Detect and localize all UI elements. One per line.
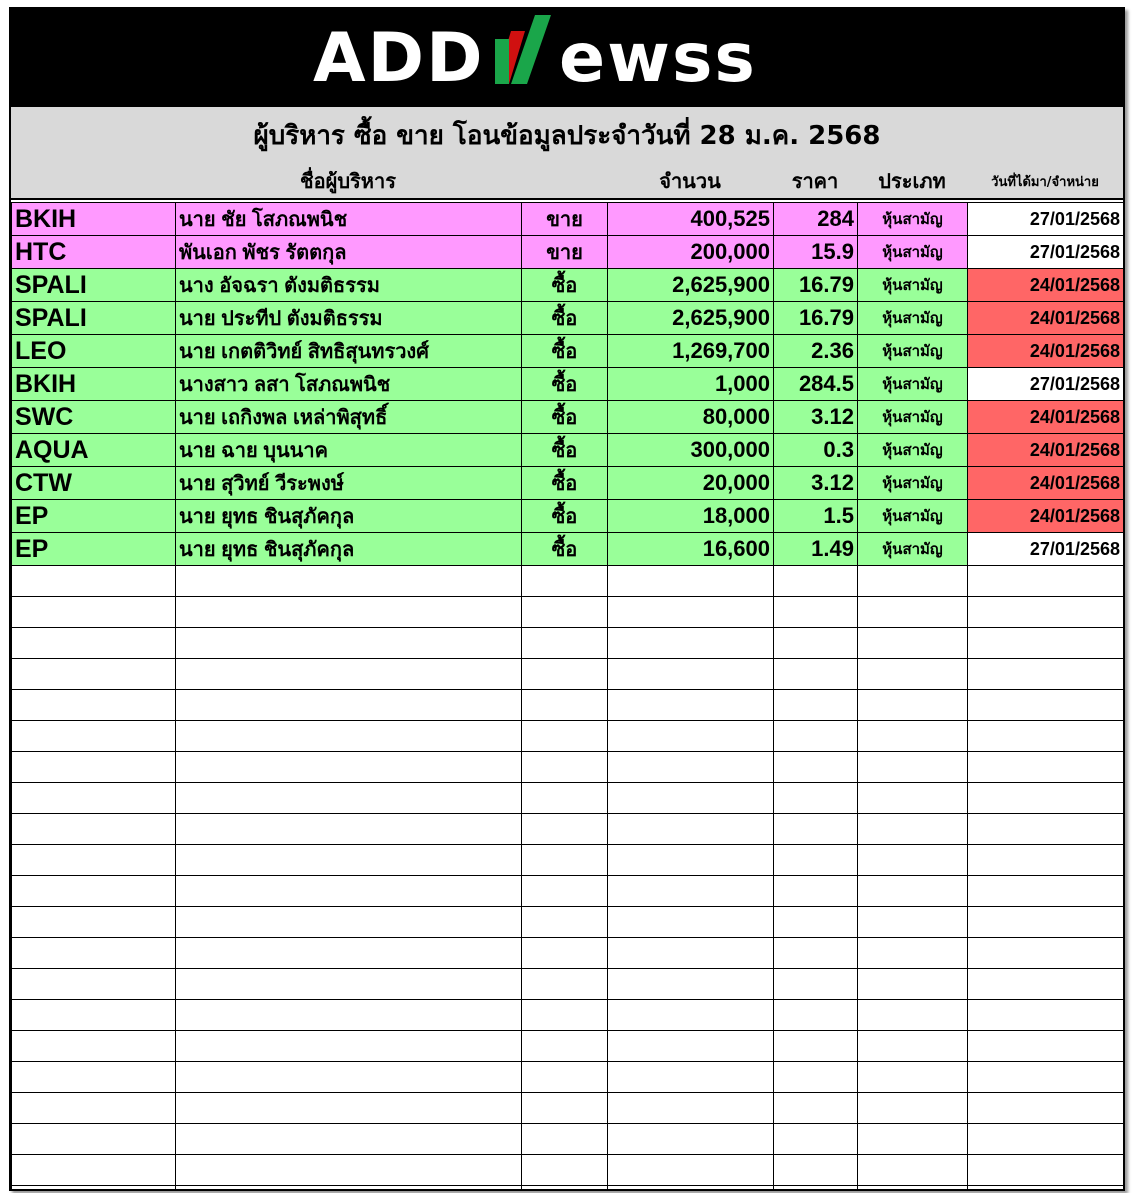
- empty-cell: [176, 814, 522, 845]
- share-price: 284: [774, 203, 858, 236]
- share-quantity: 1,000: [608, 368, 774, 401]
- empty-row: [12, 907, 1124, 938]
- empty-cell: [176, 1093, 522, 1124]
- security-type: หุ้นสามัญ: [858, 401, 968, 434]
- security-type: หุ้นสามัญ: [858, 335, 968, 368]
- table-row: [12, 368, 1124, 401]
- stock-symbol: LEO: [12, 335, 176, 368]
- transaction-action: ซื้อ: [522, 533, 608, 566]
- executive-name: นาย ฉาย บุนนาค: [176, 434, 522, 467]
- empty-cell: [522, 1186, 608, 1192]
- table-row: [12, 533, 1124, 566]
- empty-cell: [12, 969, 176, 1000]
- transaction-date: 24/01/2568: [968, 500, 1124, 533]
- empty-cell: [608, 1124, 774, 1155]
- empty-cell: [522, 876, 608, 907]
- empty-cell: [522, 690, 608, 721]
- share-quantity: 2,625,900: [608, 302, 774, 335]
- empty-row: [12, 597, 1124, 628]
- transaction-action: ขาย: [522, 236, 608, 269]
- empty-cell: [522, 1155, 608, 1186]
- empty-cell: [522, 597, 608, 628]
- header-banner: [11, 9, 1123, 105]
- transaction-date: 24/01/2568: [968, 302, 1124, 335]
- transaction-date: 27/01/2568: [968, 203, 1124, 236]
- transaction-date: 24/01/2568: [968, 335, 1124, 368]
- empty-cell: [608, 907, 774, 938]
- empty-cell: [774, 907, 858, 938]
- empty-cell: [968, 814, 1124, 845]
- empty-cell: [12, 752, 176, 783]
- executive-name: นาย เกตติวิทย์ สิทธิสุนทรวงศ์: [176, 335, 522, 368]
- table-row: [12, 401, 1124, 434]
- executive-name: พันเอก พัชร รัตตกุล: [176, 236, 522, 269]
- empty-cell: [968, 690, 1124, 721]
- executive-name: นาย เถกิงพล เหล่าพิสุทธิ์: [176, 401, 522, 434]
- empty-cell: [522, 1031, 608, 1062]
- empty-cell: [858, 1031, 968, 1062]
- empty-cell: [858, 1093, 968, 1124]
- empty-cell: [858, 907, 968, 938]
- transactions-table: [11, 202, 1124, 1191]
- share-price: 1.5: [774, 500, 858, 533]
- share-price: 16.79: [774, 302, 858, 335]
- empty-cell: [774, 938, 858, 969]
- header-price: ราคา: [791, 169, 839, 193]
- stock-symbol: HTC: [12, 236, 176, 269]
- empty-cell: [608, 969, 774, 1000]
- empty-cell: [774, 659, 858, 690]
- transaction-action: ซื้อ: [522, 335, 608, 368]
- empty-cell: [858, 721, 968, 752]
- empty-row: [12, 1000, 1124, 1031]
- empty-cell: [176, 566, 522, 597]
- empty-cell: [774, 690, 858, 721]
- empty-row: [12, 752, 1124, 783]
- executive-name: นาย ชัย โสภณพนิช: [176, 203, 522, 236]
- empty-row: [12, 628, 1124, 659]
- share-quantity: 16,600: [608, 533, 774, 566]
- transaction-date: 24/01/2568: [968, 467, 1124, 500]
- empty-cell: [608, 690, 774, 721]
- empty-cell: [608, 1062, 774, 1093]
- table-row: [12, 269, 1124, 302]
- empty-cell: [12, 1124, 176, 1155]
- transaction-date: 24/01/2568: [968, 401, 1124, 434]
- table-row: [12, 335, 1124, 368]
- empty-cell: [774, 752, 858, 783]
- empty-cell: [608, 783, 774, 814]
- empty-cell: [176, 628, 522, 659]
- empty-cell: [774, 1093, 858, 1124]
- empty-row: [12, 566, 1124, 597]
- empty-cell: [12, 597, 176, 628]
- empty-cell: [774, 1124, 858, 1155]
- share-quantity: 300,000: [608, 434, 774, 467]
- empty-cell: [176, 1186, 522, 1192]
- empty-cell: [12, 1093, 176, 1124]
- logo-n-mark: [495, 15, 551, 84]
- empty-row: [12, 845, 1124, 876]
- empty-cell: [968, 566, 1124, 597]
- stock-symbol: BKIH: [12, 368, 176, 401]
- empty-cell: [774, 845, 858, 876]
- stock-symbol: EP: [12, 500, 176, 533]
- empty-cell: [858, 628, 968, 659]
- empty-cell: [176, 1000, 522, 1031]
- empty-row: [12, 690, 1124, 721]
- empty-cell: [12, 628, 176, 659]
- security-type: หุ้นสามัญ: [858, 269, 968, 302]
- security-type: หุ้นสามัญ: [858, 467, 968, 500]
- security-type: หุ้นสามัญ: [858, 533, 968, 566]
- stock-symbol: EP: [12, 533, 176, 566]
- empty-row: [12, 1062, 1124, 1093]
- executive-name: นางสาว ลสา โสภณพนิช: [176, 368, 522, 401]
- empty-cell: [968, 721, 1124, 752]
- empty-cell: [774, 566, 858, 597]
- transaction-date: 24/01/2568: [968, 434, 1124, 467]
- transaction-action: ซื้อ: [522, 401, 608, 434]
- empty-cell: [176, 783, 522, 814]
- share-quantity: 400,525: [608, 203, 774, 236]
- empty-cell: [12, 1062, 176, 1093]
- empty-cell: [774, 721, 858, 752]
- empty-cell: [968, 938, 1124, 969]
- empty-row: [12, 721, 1124, 752]
- empty-cell: [522, 566, 608, 597]
- empty-cell: [968, 845, 1124, 876]
- empty-cell: [774, 783, 858, 814]
- empty-cell: [968, 659, 1124, 690]
- empty-cell: [12, 876, 176, 907]
- empty-cell: [608, 721, 774, 752]
- empty-cell: [608, 814, 774, 845]
- empty-cell: [522, 1124, 608, 1155]
- share-price: 16.79: [774, 269, 858, 302]
- security-type: หุ้นสามัญ: [858, 236, 968, 269]
- stock-symbol: SPALI: [12, 269, 176, 302]
- empty-cell: [176, 1155, 522, 1186]
- empty-cell: [968, 752, 1124, 783]
- empty-cell: [12, 566, 176, 597]
- empty-cell: [774, 969, 858, 1000]
- executive-name: นาย ยุทธ ชินสุภัคกุล: [176, 533, 522, 566]
- empty-cell: [968, 1031, 1124, 1062]
- empty-cell: [774, 628, 858, 659]
- table-body: [12, 203, 1124, 1192]
- empty-row: [12, 659, 1124, 690]
- empty-cell: [968, 783, 1124, 814]
- empty-cell: [608, 752, 774, 783]
- executive-name: นาย ประทีป ตังมติธรรม: [176, 302, 522, 335]
- empty-cell: [968, 1155, 1124, 1186]
- empty-cell: [608, 597, 774, 628]
- empty-cell: [522, 1000, 608, 1031]
- empty-cell: [858, 876, 968, 907]
- share-price: 3.12: [774, 401, 858, 434]
- stock-symbol: SWC: [12, 401, 176, 434]
- empty-cell: [968, 907, 1124, 938]
- empty-cell: [968, 876, 1124, 907]
- empty-cell: [608, 845, 774, 876]
- table-row: [12, 467, 1124, 500]
- empty-cell: [176, 659, 522, 690]
- empty-cell: [858, 783, 968, 814]
- empty-row: [12, 1186, 1124, 1192]
- empty-cell: [12, 845, 176, 876]
- table-row: [12, 236, 1124, 269]
- empty-cell: [968, 1000, 1124, 1031]
- share-price: 2.36: [774, 335, 858, 368]
- empty-cell: [858, 938, 968, 969]
- empty-cell: [176, 969, 522, 1000]
- empty-row: [12, 1124, 1124, 1155]
- empty-cell: [522, 783, 608, 814]
- table-row: [12, 500, 1124, 533]
- empty-cell: [176, 690, 522, 721]
- empty-cell: [858, 969, 968, 1000]
- share-price: 0.3: [774, 434, 858, 467]
- empty-row: [12, 1031, 1124, 1062]
- empty-cell: [968, 969, 1124, 1000]
- empty-cell: [12, 1155, 176, 1186]
- empty-cell: [608, 1000, 774, 1031]
- empty-cell: [176, 876, 522, 907]
- empty-cell: [522, 628, 608, 659]
- empty-cell: [608, 1155, 774, 1186]
- empty-cell: [522, 907, 608, 938]
- empty-cell: [774, 814, 858, 845]
- empty-cell: [12, 907, 176, 938]
- stock-symbol: CTW: [12, 467, 176, 500]
- empty-cell: [858, 1000, 968, 1031]
- share-quantity: 20,000: [608, 467, 774, 500]
- share-quantity: 80,000: [608, 401, 774, 434]
- empty-cell: [774, 876, 858, 907]
- empty-cell: [968, 628, 1124, 659]
- empty-cell: [858, 1186, 968, 1192]
- transaction-action: ซื้อ: [522, 500, 608, 533]
- empty-cell: [608, 628, 774, 659]
- empty-cell: [12, 814, 176, 845]
- empty-cell: [858, 566, 968, 597]
- empty-cell: [12, 690, 176, 721]
- empty-cell: [12, 1031, 176, 1062]
- logo-text-ewss: ewss: [559, 19, 757, 98]
- stock-symbol: SPALI: [12, 302, 176, 335]
- empty-cell: [608, 938, 774, 969]
- empty-cell: [608, 876, 774, 907]
- empty-cell: [176, 938, 522, 969]
- security-type: หุ้นสามัญ: [858, 434, 968, 467]
- transaction-action: ซื้อ: [522, 434, 608, 467]
- transaction-date: 27/01/2568: [968, 368, 1124, 401]
- empty-cell: [176, 845, 522, 876]
- empty-cell: [858, 752, 968, 783]
- security-type: หุ้นสามัญ: [858, 368, 968, 401]
- transaction-date: 24/01/2568: [968, 269, 1124, 302]
- empty-cell: [176, 752, 522, 783]
- empty-cell: [522, 969, 608, 1000]
- table-row: [12, 203, 1124, 236]
- security-type: หุ้นสามัญ: [858, 500, 968, 533]
- transaction-action: ซื้อ: [522, 269, 608, 302]
- page-title: ผู้บริหาร ซื้อ ขาย โอนข้อมูลประจำวันที่ 28 ม.ค. 2568: [253, 121, 881, 151]
- stock-symbol: AQUA: [12, 434, 176, 467]
- empty-cell: [522, 1062, 608, 1093]
- stock-symbol: BKIH: [12, 203, 176, 236]
- transaction-action: ซื้อ: [522, 368, 608, 401]
- share-price: 3.12: [774, 467, 858, 500]
- transaction-date: 27/01/2568: [968, 533, 1124, 566]
- empty-cell: [12, 721, 176, 752]
- empty-cell: [968, 1093, 1124, 1124]
- empty-cell: [608, 1093, 774, 1124]
- empty-cell: [968, 1124, 1124, 1155]
- empty-row: [12, 1093, 1124, 1124]
- empty-cell: [608, 566, 774, 597]
- transaction-action: ซื้อ: [522, 467, 608, 500]
- logo-text-add: ADD: [313, 19, 485, 98]
- empty-cell: [774, 1062, 858, 1093]
- empty-cell: [12, 1000, 176, 1031]
- empty-cell: [522, 721, 608, 752]
- empty-cell: [858, 814, 968, 845]
- empty-cell: [12, 938, 176, 969]
- empty-cell: [858, 1062, 968, 1093]
- empty-cell: [176, 907, 522, 938]
- empty-cell: [522, 659, 608, 690]
- empty-cell: [774, 1031, 858, 1062]
- table-row: [12, 302, 1124, 335]
- share-quantity: 1,269,700: [608, 335, 774, 368]
- empty-cell: [968, 1186, 1124, 1192]
- header-date: วันที่ได้มา/จำหน่าย: [991, 175, 1099, 190]
- empty-cell: [774, 597, 858, 628]
- empty-cell: [522, 845, 608, 876]
- share-quantity: 2,625,900: [608, 269, 774, 302]
- title-area: [11, 105, 1123, 200]
- security-type: หุ้นสามัญ: [858, 302, 968, 335]
- addnewss-logo: [11, 9, 1123, 105]
- empty-cell: [774, 1186, 858, 1192]
- empty-cell: [608, 1031, 774, 1062]
- empty-cell: [176, 721, 522, 752]
- empty-cell: [176, 1124, 522, 1155]
- empty-cell: [858, 845, 968, 876]
- transaction-action: ขาย: [522, 203, 608, 236]
- header-type: ประเภท: [878, 169, 946, 193]
- empty-cell: [176, 1031, 522, 1062]
- empty-cell: [608, 659, 774, 690]
- empty-cell: [858, 597, 968, 628]
- empty-cell: [968, 1062, 1124, 1093]
- header-quantity: จำนวน: [659, 169, 721, 193]
- empty-cell: [968, 597, 1124, 628]
- empty-cell: [774, 1000, 858, 1031]
- empty-cell: [858, 1155, 968, 1186]
- transaction-date: 27/01/2568: [968, 236, 1124, 269]
- executive-name: นาง อัจฉรา ตังมติธรรม: [176, 269, 522, 302]
- executive-name: นาย สุวิทย์ วีระพงษ์: [176, 467, 522, 500]
- empty-row: [12, 783, 1124, 814]
- empty-row: [12, 969, 1124, 1000]
- empty-cell: [12, 1186, 176, 1192]
- empty-cell: [858, 659, 968, 690]
- report-sheet: [9, 7, 1125, 1191]
- empty-row: [12, 1155, 1124, 1186]
- empty-cell: [608, 1186, 774, 1192]
- executive-name: นาย ยุทธ ชินสุภัคกุล: [176, 500, 522, 533]
- empty-cell: [176, 1062, 522, 1093]
- empty-cell: [176, 597, 522, 628]
- share-price: 284.5: [774, 368, 858, 401]
- empty-cell: [522, 938, 608, 969]
- header-name: ชื่อผู้บริหาร: [300, 169, 396, 193]
- empty-row: [12, 938, 1124, 969]
- security-type: หุ้นสามัญ: [858, 203, 968, 236]
- empty-cell: [858, 690, 968, 721]
- transaction-action: ซื้อ: [522, 302, 608, 335]
- share-quantity: 18,000: [608, 500, 774, 533]
- empty-cell: [522, 752, 608, 783]
- empty-cell: [774, 1155, 858, 1186]
- empty-cell: [12, 659, 176, 690]
- empty-cell: [858, 1124, 968, 1155]
- empty-cell: [522, 814, 608, 845]
- empty-row: [12, 814, 1124, 845]
- empty-row: [12, 876, 1124, 907]
- empty-cell: [522, 1093, 608, 1124]
- share-price: 1.49: [774, 533, 858, 566]
- share-quantity: 200,000: [608, 236, 774, 269]
- empty-cell: [12, 783, 176, 814]
- share-price: 15.9: [774, 236, 858, 269]
- table-row: [12, 434, 1124, 467]
